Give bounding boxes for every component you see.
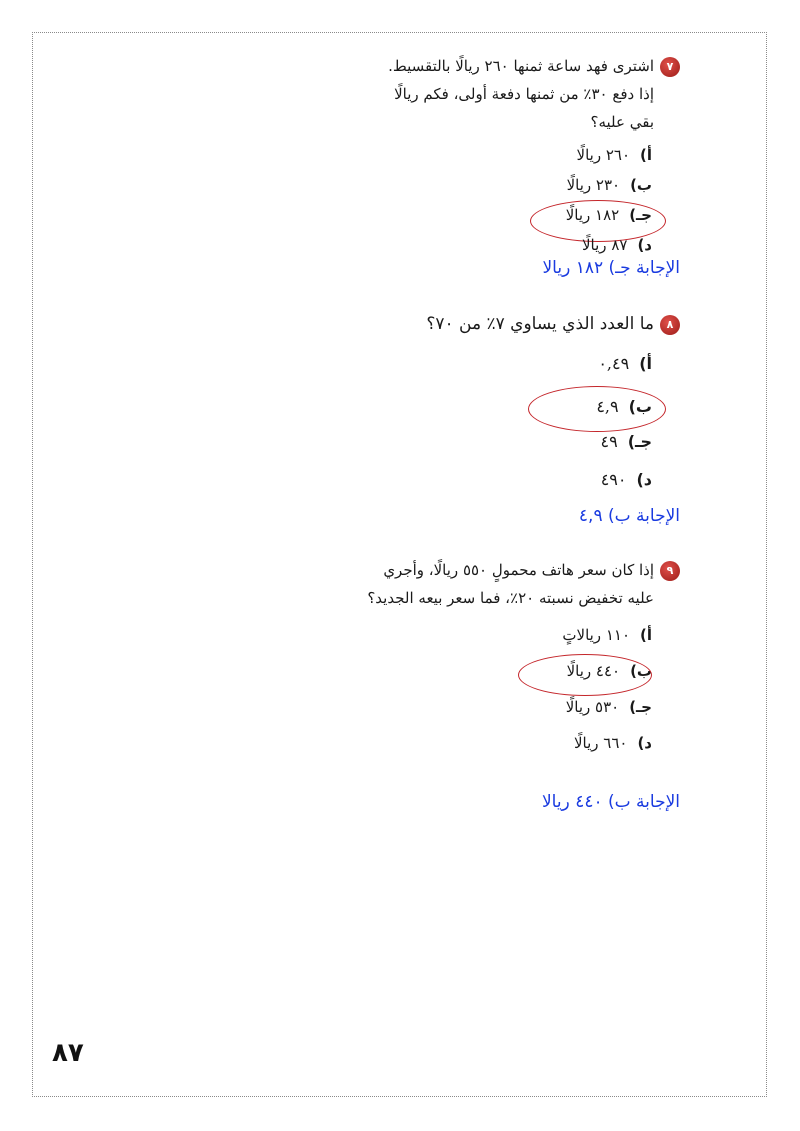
q9-option-d[interactable]: د)٦٦٠ ريالًا xyxy=(573,734,652,752)
selected-answer-circle xyxy=(528,386,666,432)
question-number-badge: ٨ xyxy=(660,315,680,335)
question-7-line-3: بقي عليه؟ xyxy=(590,113,654,131)
q7-option-a[interactable]: أ)٢٦٠ ريالًا xyxy=(576,146,652,164)
q9-option-c[interactable]: جـ)٥٣٠ ريالًا xyxy=(565,698,652,716)
q7-answer: الإجابة جـ) ١٨٢ ريالا xyxy=(542,258,680,278)
q8-option-b[interactable]: ب)٤,٩ xyxy=(596,397,652,416)
q8-option-a[interactable]: أ)٠,٤٩ xyxy=(598,354,652,373)
question-number-badge: ٧ xyxy=(660,57,680,77)
q8-option-c[interactable]: جـ)٤٩ xyxy=(600,432,652,451)
question-9-line-2: عليه تخفيض نسبته ٢٠٪، فما سعر بيعه الجديد؟ xyxy=(367,589,654,607)
q8-option-d[interactable]: د)٤٩٠ xyxy=(600,470,652,489)
question-number-badge: ٩ xyxy=(660,561,680,581)
question-8-line-1: ٨ما العدد الذي يساوي ٧٪ من ٧٠؟ xyxy=(426,310,680,338)
question-7-line-1: ٧اشترى فهد ساعة ثمنها ٢٦٠ ريالًا بالتقسيط. xyxy=(388,52,680,80)
q8-answer: الإجابة ب) ٤,٩ xyxy=(578,506,680,526)
selected-answer-circle xyxy=(518,654,652,696)
question-8 xyxy=(426,310,680,338)
q9-option-a[interactable]: أ)١١٠ ريالاتٍ xyxy=(562,626,652,644)
question-9 xyxy=(367,556,680,612)
q7-option-c[interactable]: جـ)١٨٢ ريالًا xyxy=(565,206,652,224)
question-7-line-2: إذا دفع ٣٠٪ من ثمنها دفعة أولى، فكم ريالًا xyxy=(394,85,654,103)
q9-answer: الإجابة ب) ٤٤٠ ريالا xyxy=(541,792,680,812)
page-number: ٨٧ xyxy=(52,1038,84,1068)
q7-option-b[interactable]: ب)٢٣٠ ريالًا xyxy=(566,176,652,194)
q9-option-b[interactable]: ب)٤٤٠ ريالًا xyxy=(566,662,652,680)
question-7 xyxy=(388,52,680,136)
question-9-line-1: ٩إذا كان سعر هاتف محمولٍ ٥٥٠ ريالًا، وأجري xyxy=(367,556,680,584)
q7-option-d[interactable]: د)٨٧ ريالًا xyxy=(582,236,652,254)
